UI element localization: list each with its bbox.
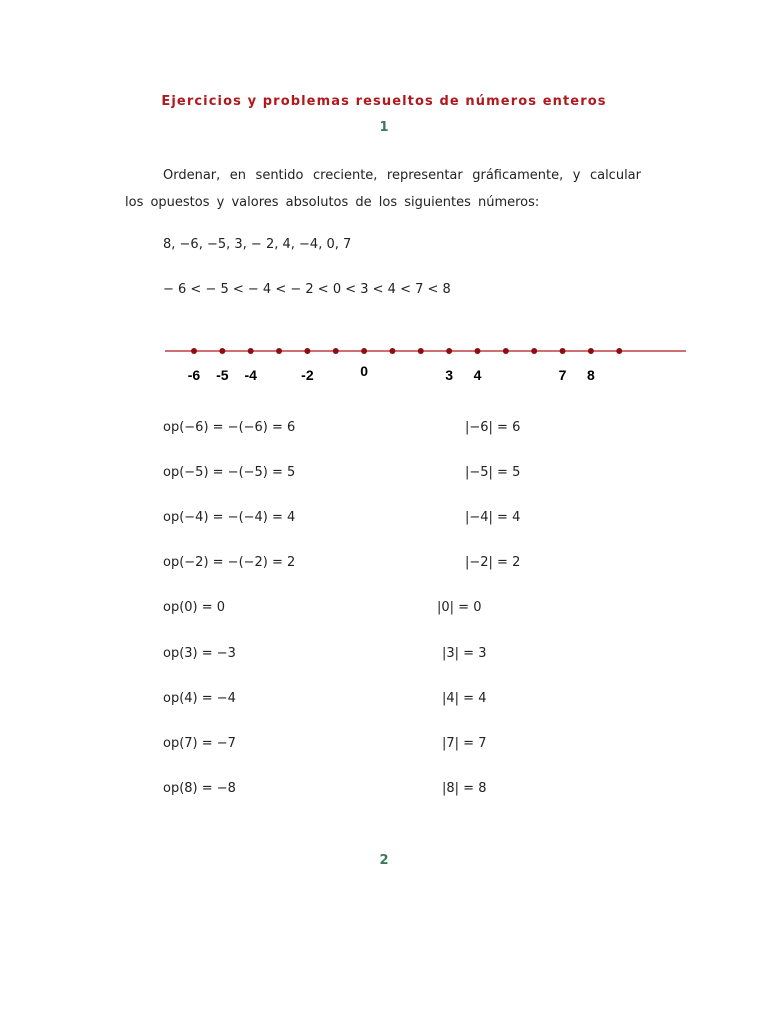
- number-line-label: 3: [445, 367, 454, 383]
- problem-statement: Ordenar, en sentido creciente, representar gráficamente, y calcular los opuestos y valores absolutos de los siguientes números:: [125, 168, 641, 210]
- absolute-value-row: |−6| = 6: [465, 420, 521, 435]
- number-line-dot: [248, 348, 254, 354]
- opposite-row: op(3) = −3: [163, 646, 236, 661]
- opposite-row: op(−5) = −(−5) = 5: [163, 465, 296, 480]
- number-line-label: 0: [360, 363, 368, 379]
- number-line-dot: [191, 348, 197, 354]
- number-line-dot: [219, 348, 225, 354]
- section-number-1: 1: [379, 120, 389, 135]
- number-line: [0, 330, 768, 390]
- section-number-2: 2: [379, 853, 389, 868]
- opposite-row: op(−2) = −(−2) = 2: [163, 555, 296, 570]
- number-line-label: -6: [187, 367, 201, 383]
- number-line-dot: [304, 348, 310, 354]
- number-line-dot: [560, 348, 566, 354]
- number-line-dot: [361, 348, 367, 354]
- absolute-value-row: |3| = 3: [442, 646, 487, 661]
- opposite-row: op(8) = −8: [163, 781, 236, 796]
- number-line-dot: [418, 348, 424, 354]
- number-line-label: 4: [473, 367, 482, 383]
- absolute-value-row: |0| = 0: [437, 600, 482, 615]
- document-title: Ejercicios y problemas resueltos de números enteros: [161, 94, 607, 109]
- number-line-label: -5: [216, 367, 229, 383]
- opposite-row: op(−6) = −(−6) = 6: [163, 420, 296, 435]
- absolute-value-row: |8| = 8: [442, 781, 487, 796]
- opposite-row: op(−4) = −(−4) = 4: [163, 510, 296, 525]
- number-line-label: 8: [587, 367, 595, 383]
- opposite-row: op(0) = 0: [163, 600, 226, 615]
- absolute-value-row: |−4| = 4: [465, 510, 521, 525]
- number-line-dot: [616, 348, 622, 354]
- number-line-dot: [588, 348, 594, 354]
- ordering-line: − 6 < − 5 < − 4 < − 2 < 0 < 3 < 4 < 7 < 8: [163, 282, 451, 297]
- absolute-value-row: |−2| = 2: [465, 555, 521, 570]
- number-line-dot: [503, 348, 509, 354]
- opposite-row: op(7) = −7: [163, 736, 236, 751]
- number-line-dot: [475, 348, 481, 354]
- opposite-row: op(4) = −4: [163, 691, 236, 706]
- number-line-dot: [531, 348, 537, 354]
- number-line-label: 7: [558, 367, 567, 383]
- number-line-dot: [446, 348, 452, 354]
- absolute-value-row: |−5| = 5: [465, 465, 521, 480]
- number-line-dot: [276, 348, 282, 354]
- number-line-label: -4: [244, 367, 257, 383]
- number-line-label: -2: [301, 367, 314, 383]
- absolute-value-row: |4| = 4: [442, 691, 487, 706]
- number-line-dot: [389, 348, 395, 354]
- number-line-dot: [333, 348, 339, 354]
- absolute-value-row: |7| = 7: [442, 736, 487, 751]
- numbers-list: 8, −6, −5, 3, − 2, 4, −4, 0, 7: [163, 237, 352, 252]
